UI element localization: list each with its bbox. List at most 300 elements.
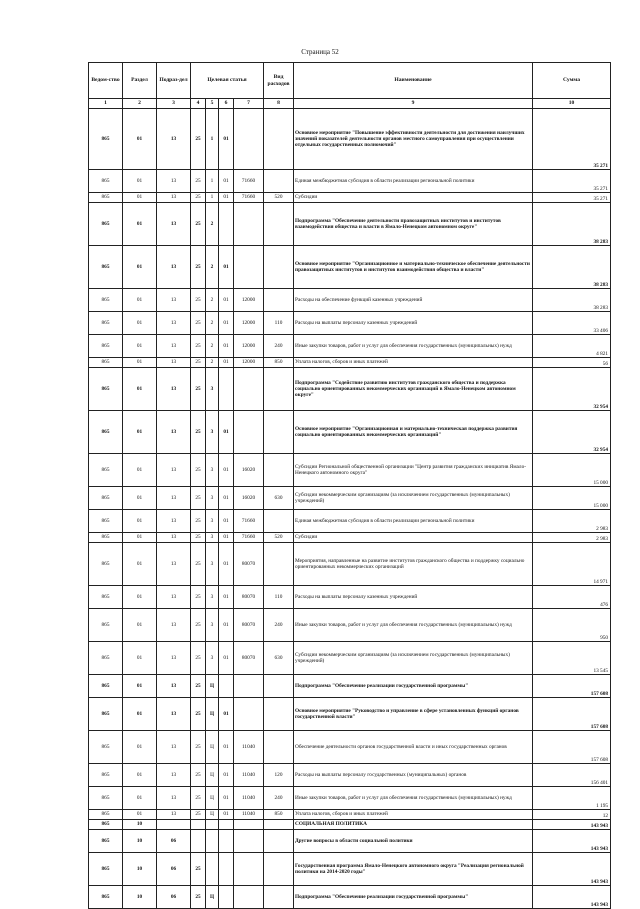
cell-vedomstvo: 865 (89, 810, 123, 820)
cell-vedomstvo: 865 (89, 487, 123, 510)
cell-vedomstvo: 865 (89, 170, 123, 193)
cell-event: 01 (219, 543, 234, 586)
cell-razdel: 01 (123, 312, 157, 335)
cell-expense-type: 240 (264, 609, 294, 642)
cell-razdel: 01 (123, 731, 157, 764)
table-row (89, 193, 611, 203)
cell-name: Подпрограмма "Обеспечение реализации государственной программы" (294, 675, 533, 698)
header-number: 2 (123, 99, 157, 109)
cell-program: 25 (191, 609, 206, 642)
cell-direction: 11040 (234, 787, 264, 810)
cell-podrazdel: 13 (157, 289, 191, 312)
table-row (89, 335, 611, 358)
cell-vedomstvo: 865 (89, 543, 123, 586)
cell-name: Основное мероприятие "Организационная и материально-техническая поддержка развития социально ориентированных некоммерческих организаций" (294, 411, 533, 454)
cell-event: 01 (219, 335, 234, 358)
cell-podrazdel: 13 (157, 246, 191, 289)
cell-vedomstvo: 865 (89, 246, 123, 289)
cell-direction: 12000 (234, 358, 264, 368)
table-row (89, 368, 611, 411)
cell-program: 25 (191, 642, 206, 675)
cell-program: 25 (191, 698, 206, 731)
cell-razdel: 10 (123, 853, 157, 886)
cell-podrazdel: 13 (157, 487, 191, 510)
cell-expense-type (264, 853, 294, 886)
table-row (89, 411, 611, 454)
cell-direction (234, 109, 264, 170)
cell-program: 25 (191, 787, 206, 810)
cell-amount: 38 283 (533, 203, 611, 246)
cell-expense-type: 850 (264, 358, 294, 368)
table-row (89, 543, 611, 586)
cell-event: 01 (219, 109, 234, 170)
cell-amount: 143 943 (533, 853, 611, 886)
cell-amount: 13 545 (533, 642, 611, 675)
header-celevaya-statya: Целевая статья (191, 63, 264, 99)
cell-direction (234, 411, 264, 454)
cell-podrazdel: 13 (157, 731, 191, 764)
cell-vedomstvo: 865 (89, 358, 123, 368)
cell-amount: 476 (533, 586, 611, 609)
table-row (89, 853, 611, 886)
cell-amount: 14 971 (533, 543, 611, 586)
cell-name: Уплата налогов, сборов и иных платежей (294, 810, 533, 820)
cell-razdel: 10 (123, 886, 157, 909)
cell-expense-type (264, 820, 294, 830)
cell-event: 01 (219, 289, 234, 312)
cell-event: 01 (219, 810, 234, 820)
cell-razdel: 01 (123, 642, 157, 675)
cell-podrazdel: 13 (157, 510, 191, 533)
cell-subprogram: 3 (206, 368, 219, 411)
cell-podrazdel: 13 (157, 609, 191, 642)
cell-expense-type (264, 510, 294, 533)
cell-direction: 80070 (234, 586, 264, 609)
cell-program: 25 (191, 510, 206, 533)
cell-razdel: 01 (123, 170, 157, 193)
table-row (89, 358, 611, 368)
cell-name: Подпрограмма "Содействие развитию институтов гражданского общества и поддержка социально ориентированных некоммерческих организаций в Ямало-Ненецком автономном округе" (294, 368, 533, 411)
cell-razdel: 01 (123, 368, 157, 411)
table-row (89, 289, 611, 312)
cell-event (219, 853, 234, 886)
cell-vedomstvo: 865 (89, 609, 123, 642)
cell-vedomstvo: 865 (89, 289, 123, 312)
cell-podrazdel: 13 (157, 642, 191, 675)
cell-amount: 2 983 (533, 533, 611, 543)
cell-razdel: 10 (123, 830, 157, 853)
cell-event: 01 (219, 764, 234, 787)
cell-amount: 15 000 (533, 487, 611, 510)
table-row (89, 787, 611, 810)
cell-event (219, 886, 234, 909)
cell-program: 25 (191, 810, 206, 820)
cell-direction: 80070 (234, 543, 264, 586)
cell-expense-type (264, 675, 294, 698)
cell-podrazdel: 06 (157, 830, 191, 853)
cell-subprogram: Ц (206, 810, 219, 820)
cell-podrazdel: 13 (157, 698, 191, 731)
cell-expense-type (264, 731, 294, 764)
cell-expense-type (264, 203, 294, 246)
cell-name: Обеспечение деятельности органов государственной власти и иных государственных органов (294, 731, 533, 764)
cell-podrazdel: 13 (157, 335, 191, 358)
cell-name: Расходы на выплаты персоналу казенных учреждений (294, 312, 533, 335)
cell-razdel: 01 (123, 764, 157, 787)
cell-direction: 12000 (234, 335, 264, 358)
header-number: 10 (533, 99, 611, 109)
cell-subprogram: 2 (206, 246, 219, 289)
cell-program: 25 (191, 193, 206, 203)
cell-expense-type (264, 246, 294, 289)
cell-vedomstvo: 865 (89, 510, 123, 533)
cell-subprogram: 1 (206, 170, 219, 193)
cell-program: 25 (191, 764, 206, 787)
table-row (89, 454, 611, 487)
cell-subprogram (206, 830, 219, 853)
cell-expense-type (264, 886, 294, 909)
cell-razdel: 01 (123, 454, 157, 487)
cell-name: Подпрограмма "Обеспечение деятельности правозащитных институтов и институтов взаимодействия общества и власти в Ямало-Ненецком автономном округе" (294, 203, 533, 246)
cell-name: Уплата налогов, сборов и иных платежей (294, 358, 533, 368)
cell-name: СОЦИАЛЬНАЯ ПОЛИТИКА (294, 820, 533, 830)
cell-amount: 33 406 (533, 312, 611, 335)
cell-program: 25 (191, 586, 206, 609)
header-vid-raskhodov: Вид расходов (264, 63, 294, 99)
cell-event (219, 830, 234, 853)
cell-amount: 4 821 (533, 335, 611, 358)
cell-expense-type (264, 170, 294, 193)
cell-direction: 16020 (234, 487, 264, 510)
cell-amount: 156 401 (533, 764, 611, 787)
header-row (89, 63, 611, 99)
cell-expense-type (264, 543, 294, 586)
header-summa: Сумма (533, 63, 611, 99)
cell-razdel: 01 (123, 586, 157, 609)
cell-subprogram: 3 (206, 510, 219, 533)
cell-podrazdel: 13 (157, 543, 191, 586)
cell-razdel: 01 (123, 203, 157, 246)
cell-razdel: 01 (123, 193, 157, 203)
cell-program: 25 (191, 170, 206, 193)
cell-razdel: 01 (123, 246, 157, 289)
cell-subprogram: 3 (206, 454, 219, 487)
cell-name: Основное мероприятие "Руководство и управление в сфере установленных функций органов государственной власти" (294, 698, 533, 731)
cell-expense-type: 240 (264, 335, 294, 358)
cell-expense-type: 110 (264, 586, 294, 609)
cell-subprogram: 1 (206, 109, 219, 170)
cell-direction (234, 246, 264, 289)
cell-podrazdel: 13 (157, 810, 191, 820)
cell-program: 25 (191, 731, 206, 764)
cell-razdel: 01 (123, 533, 157, 543)
cell-subprogram: Ц (206, 886, 219, 909)
cell-direction (234, 698, 264, 731)
cell-subprogram: 3 (206, 543, 219, 586)
cell-amount: 35 271 (533, 170, 611, 193)
cell-vedomstvo: 865 (89, 830, 123, 853)
cell-subprogram: 2 (206, 289, 219, 312)
cell-razdel: 01 (123, 787, 157, 810)
table-row (89, 246, 611, 289)
cell-program: 25 (191, 335, 206, 358)
cell-event: 01 (219, 533, 234, 543)
cell-program: 25 (191, 368, 206, 411)
cell-event (219, 675, 234, 698)
cell-direction: 12000 (234, 312, 264, 335)
table-row (89, 109, 611, 170)
header-number: 5 (206, 99, 219, 109)
cell-subprogram: 2 (206, 335, 219, 358)
cell-amount: 38 283 (533, 246, 611, 289)
cell-podrazdel: 13 (157, 193, 191, 203)
table-row (89, 731, 611, 764)
cell-amount: 157 608 (533, 698, 611, 731)
cell-amount: 12 (533, 810, 611, 820)
cell-vedomstvo: 865 (89, 820, 123, 830)
cell-vedomstvo: 865 (89, 312, 123, 335)
cell-event: 01 (219, 731, 234, 764)
cell-event (219, 203, 234, 246)
table-row (89, 810, 611, 820)
cell-podrazdel: 13 (157, 312, 191, 335)
cell-direction: 80070 (234, 609, 264, 642)
table-row (89, 510, 611, 533)
cell-event: 01 (219, 609, 234, 642)
header-podrazdel: Подраз-дел (157, 63, 191, 99)
cell-vedomstvo: 865 (89, 411, 123, 454)
cell-vedomstvo: 865 (89, 698, 123, 731)
cell-razdel: 01 (123, 109, 157, 170)
cell-podrazdel: 13 (157, 109, 191, 170)
cell-amount: 157 608 (533, 731, 611, 764)
header-number: 3 (157, 99, 191, 109)
table-row (89, 830, 611, 853)
cell-event: 01 (219, 787, 234, 810)
cell-name: Расходы на выплаты персоналу казенных учреждений (294, 586, 533, 609)
table-body (89, 109, 611, 909)
cell-subprogram: Ц (206, 787, 219, 810)
cell-program: 25 (191, 312, 206, 335)
cell-name: Субсидии некоммерческим организациям (за исключением государственных (муниципальных) учреждений) (294, 642, 533, 675)
table-row (89, 642, 611, 675)
cell-program (191, 820, 206, 830)
cell-event: 01 (219, 411, 234, 454)
cell-program: 25 (191, 289, 206, 312)
cell-razdel: 01 (123, 289, 157, 312)
cell-vedomstvo: 865 (89, 642, 123, 675)
cell-expense-type: 520 (264, 193, 294, 203)
cell-subprogram: 2 (206, 312, 219, 335)
cell-amount: 32 954 (533, 411, 611, 454)
cell-direction: 12000 (234, 289, 264, 312)
table-row (89, 533, 611, 543)
cell-name: Единая межбюджетная субсидия в области реализации региональной политики (294, 510, 533, 533)
cell-podrazdel: 13 (157, 764, 191, 787)
cell-direction: 71660 (234, 510, 264, 533)
cell-podrazdel: 13 (157, 454, 191, 487)
cell-razdel: 01 (123, 358, 157, 368)
cell-podrazdel: 13 (157, 368, 191, 411)
table-row (89, 170, 611, 193)
header-vedomstvo: Ведом-ство (89, 63, 123, 99)
cell-program: 25 (191, 543, 206, 586)
budget-table (88, 62, 611, 909)
cell-razdel: 01 (123, 609, 157, 642)
header-razdel: Раздел (123, 63, 157, 99)
cell-vedomstvo: 865 (89, 787, 123, 810)
cell-name: Иные закупки товаров, работ и услуг для обеспечения государственных (муниципальных) нужд (294, 335, 533, 358)
cell-direction (234, 820, 264, 830)
cell-podrazdel: 13 (157, 533, 191, 543)
cell-program (191, 830, 206, 853)
cell-subprogram: 3 (206, 411, 219, 454)
cell-subprogram: Ц (206, 675, 219, 698)
cell-amount: 35 271 (533, 193, 611, 203)
cell-event: 01 (219, 510, 234, 533)
table-row (89, 698, 611, 731)
cell-razdel: 01 (123, 411, 157, 454)
table-row (89, 312, 611, 335)
cell-vedomstvo: 865 (89, 731, 123, 764)
cell-program: 25 (191, 109, 206, 170)
cell-event: 01 (219, 170, 234, 193)
cell-name: Субсидии Региональной общественной организации "Центр развития гражданских инициатив Ямало-Ненецкого автономного округа" (294, 454, 533, 487)
cell-event (219, 368, 234, 411)
cell-expense-type (264, 454, 294, 487)
cell-vedomstvo: 865 (89, 368, 123, 411)
cell-expense-type (264, 289, 294, 312)
cell-name: Иные закупки товаров, работ и услуг для обеспечения государственных (муниципальных) нужд (294, 609, 533, 642)
cell-subprogram: 3 (206, 533, 219, 543)
cell-razdel: 01 (123, 335, 157, 358)
cell-expense-type: 630 (264, 642, 294, 675)
cell-amount: 32 954 (533, 368, 611, 411)
cell-amount: 15 000 (533, 454, 611, 487)
cell-expense-type: 630 (264, 487, 294, 510)
cell-expense-type: 850 (264, 810, 294, 820)
cell-direction: 71660 (234, 170, 264, 193)
cell-name: Основное мероприятие "Повышение эффективности деятельности для достижения наилучших значений показателей деятельности органов местного самоуправления при осуществлении отдельных государственных полномочий" (294, 109, 533, 170)
cell-direction (234, 203, 264, 246)
table-row (89, 203, 611, 246)
cell-subprogram: 3 (206, 487, 219, 510)
header-number: 4 (191, 99, 206, 109)
table-row (89, 609, 611, 642)
cell-podrazdel: 13 (157, 675, 191, 698)
cell-name: Другие вопросы в области социальной политики (294, 830, 533, 853)
cell-subprogram: Ц (206, 764, 219, 787)
table-row (89, 764, 611, 787)
cell-razdel: 01 (123, 510, 157, 533)
cell-expense-type (264, 109, 294, 170)
cell-direction: 71660 (234, 193, 264, 203)
cell-razdel: 01 (123, 543, 157, 586)
cell-amount: 2 983 (533, 510, 611, 533)
cell-name: Подпрограмма "Обеспечение реализации государственной программы" (294, 886, 533, 909)
cell-vedomstvo: 865 (89, 853, 123, 886)
table-row (89, 675, 611, 698)
cell-razdel: 10 (123, 820, 157, 830)
cell-podrazdel: 13 (157, 358, 191, 368)
cell-event: 01 (219, 246, 234, 289)
cell-direction: 11040 (234, 764, 264, 787)
cell-name: Мероприятия, направленные на развитие институтов гражданского общества и поддержку социально ориентированных некоммерческих организаций (294, 543, 533, 586)
cell-podrazdel: 06 (157, 853, 191, 886)
header-number: 9 (294, 99, 533, 109)
cell-vedomstvo: 865 (89, 109, 123, 170)
cell-vedomstvo: 865 (89, 586, 123, 609)
cell-expense-type (264, 830, 294, 853)
cell-vedomstvo: 865 (89, 203, 123, 246)
cell-subprogram (206, 853, 219, 886)
cell-subprogram: 2 (206, 203, 219, 246)
cell-event: 01 (219, 586, 234, 609)
cell-amount: 35 271 (533, 109, 611, 170)
cell-program: 25 (191, 411, 206, 454)
cell-vedomstvo: 865 (89, 764, 123, 787)
cell-amount: 143 943 (533, 830, 611, 853)
cell-expense-type (264, 411, 294, 454)
cell-name: Основное мероприятие "Организационное и материально-техническое обеспечение деятельности правозащитных институтов и институтов взаимодействия общества и власти" (294, 246, 533, 289)
cell-amount: 143 943 (533, 820, 611, 830)
cell-event: 01 (219, 193, 234, 203)
cell-subprogram: 3 (206, 609, 219, 642)
cell-podrazdel: 13 (157, 411, 191, 454)
cell-program: 25 (191, 454, 206, 487)
cell-expense-type (264, 698, 294, 731)
cell-name: Субсидии (294, 533, 533, 543)
cell-razdel: 01 (123, 487, 157, 510)
cell-expense-type: 240 (264, 787, 294, 810)
cell-program: 25 (191, 853, 206, 886)
cell-event: 01 (219, 698, 234, 731)
cell-vedomstvo: 865 (89, 675, 123, 698)
cell-event: 01 (219, 312, 234, 335)
cell-subprogram: 3 (206, 586, 219, 609)
cell-direction (234, 886, 264, 909)
cell-direction (234, 368, 264, 411)
cell-razdel: 01 (123, 810, 157, 820)
cell-event (219, 820, 234, 830)
cell-expense-type: 110 (264, 312, 294, 335)
cell-program: 25 (191, 358, 206, 368)
cell-subprogram (206, 820, 219, 830)
cell-vedomstvo: 865 (89, 886, 123, 909)
cell-subprogram: Ц (206, 731, 219, 764)
cell-amount: 157 608 (533, 675, 611, 698)
page-label: Страница 52 (301, 48, 339, 56)
header-number: 7 (234, 99, 264, 109)
cell-podrazdel: 13 (157, 586, 191, 609)
cell-razdel: 01 (123, 698, 157, 731)
cell-program: 25 (191, 533, 206, 543)
cell-program: 25 (191, 487, 206, 510)
table-row (89, 820, 611, 830)
table-row (89, 586, 611, 609)
cell-direction (234, 853, 264, 886)
cell-name: Субсидии некоммерческим организациям (за исключением государственных (муниципальных) учреждений) (294, 487, 533, 510)
cell-program: 25 (191, 203, 206, 246)
header-number-row (89, 99, 611, 109)
header-number: 1 (89, 99, 123, 109)
header-number: 8 (264, 99, 294, 109)
cell-podrazdel (157, 820, 191, 830)
cell-direction: 71660 (234, 533, 264, 543)
cell-razdel: 01 (123, 675, 157, 698)
cell-podrazdel: 13 (157, 787, 191, 810)
header-number: 6 (219, 99, 234, 109)
